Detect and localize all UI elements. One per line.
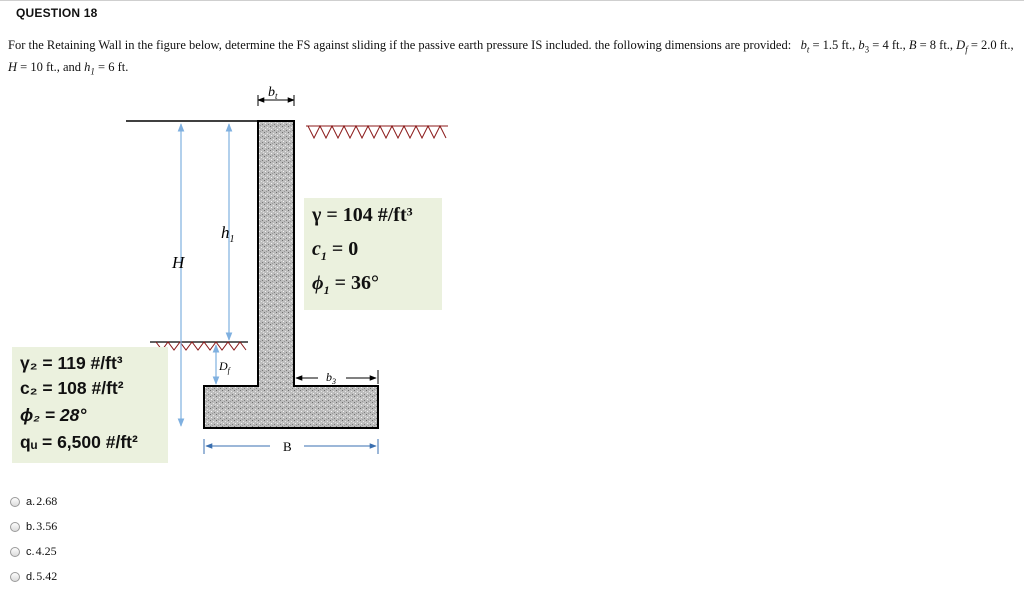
dim-bt: = 1.5 ft., [812, 38, 856, 52]
qu-text: qᵤ = 6,500 #/ft² [20, 432, 138, 452]
phi2-text: ϕ₂ = 28° [20, 405, 87, 425]
b3-label: $b_3$ [326, 370, 336, 386]
dim-h1: = 6 ft. [98, 59, 129, 74]
c1-text: $c_1 = 0$ [312, 238, 359, 263]
dim-b3: = 4 ft., [872, 38, 906, 52]
radio-d[interactable] [10, 572, 20, 582]
question-text: For the Retaining Wall in the figure below, determine the FS against sliding if the passive earth pressure IS included. the following dimensions are provided: $b_t = 1.5$ ft., $b_3 = 4$ ft., B = 8 ft., $D_f = 2.0$ ft., H = 10 ft., and $h_1 = 6$ ft. [8, 38, 1014, 76]
c2-text: c₂ = 108 #/ft² [20, 378, 124, 398]
phi1-text: $\phi_1 = 36^\circ$ [312, 272, 379, 297]
option-b[interactable]: b. 3.56 [10, 514, 57, 539]
dim-H: = 10 ft., and [20, 59, 82, 74]
dim-B: = 8 ft., [919, 38, 954, 52]
radio-b[interactable] [10, 522, 20, 532]
question-text-main: For the Retaining Wall in the figure below, determine the FS against sliding if the passive earth pressure IS included. the following dimensions are provided: [8, 38, 792, 52]
answer-options [10, 489, 57, 589]
radio-c[interactable] [10, 547, 20, 557]
right-ground-hatch [306, 126, 448, 138]
soil-properties-right [304, 198, 442, 310]
bt-label: $b_t$ [268, 85, 278, 101]
radio-a[interactable] [10, 497, 20, 507]
H-label: H [172, 253, 185, 272]
gamma1-text: γ = 104 #/ft³ [312, 204, 413, 226]
soil-properties-left [12, 347, 168, 463]
option-c[interactable]: c. 4.25 [10, 539, 57, 564]
Df-label: $D_f$ [219, 359, 230, 375]
option-d[interactable]: d. 5.42 [10, 564, 57, 589]
dim-Df: = 2.0 ft., [970, 38, 1014, 52]
question-heading: QUESTION 18 [16, 6, 98, 20]
h1-label: $h_1$ [221, 223, 235, 245]
gamma2-text: γ₂ = 119 #/ft³ [20, 353, 123, 373]
B-label: B [283, 439, 292, 454]
option-a[interactable]: a. 2.68 [10, 489, 57, 514]
